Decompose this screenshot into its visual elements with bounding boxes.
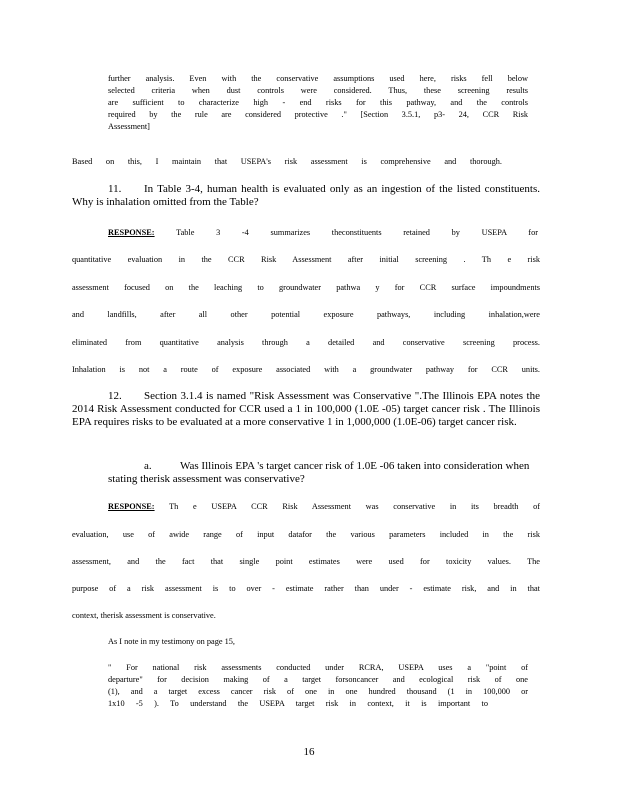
response-12a-line: purpose of a risk assessment is to over - estimate rather than under - estimate risk, and in that bbox=[72, 584, 540, 593]
page-number: 16 bbox=[303, 746, 315, 758]
response-11-line: assessment focused on the leaching to groundwater pathwa y for CCR surface impoundments bbox=[72, 283, 540, 292]
question-letter: a. bbox=[144, 460, 152, 472]
quote-line: are sufficient to characterize high - end risks for this pathway, and the controls bbox=[108, 98, 528, 107]
response-11-line: eliminated from quantitative analysis through a detailed and conservative screening process. bbox=[72, 338, 540, 347]
question-number: 11. bbox=[108, 183, 122, 195]
testimony-quote-line: 1x10 -5 ). To understand the USEPA target risk in context, it is important to bbox=[108, 699, 488, 708]
response-label: RESPONSE: bbox=[108, 228, 155, 237]
testimony-quote-line: departure" for decision making of a target forsoncancer and ecological risk of one bbox=[108, 675, 528, 684]
question-11 bbox=[72, 183, 540, 209]
question-number: 12. bbox=[108, 390, 122, 402]
question-12a bbox=[108, 460, 540, 486]
question-text: In Table 3-4, human health is evaluated only as an ingestion of the listed constituents. Why is inhalation omitted from the Table? bbox=[72, 183, 540, 208]
response-text: Table 3 -4 summarizes theconstituents retained by USEPA for bbox=[176, 228, 538, 237]
testimony-quote-line: (1), and a target excess cancer risk of one in one hundred thousand (1 in 100,000 or bbox=[108, 687, 528, 696]
testimony-intro: As I note in my testimony on page 15, bbox=[108, 637, 235, 646]
question-text: Section 3.1.4 is named "Risk Assessment was Conservative ".The Illinois EPA notes the 2014 Risk Assessment conducted for CCR used a 1 in 100,000 (1.0E -05) target cancer risk . The Illinois EPA requires risks to be evaluated at a more conservative 1 in 1,000,000 (1.0E-06) target cancer risk. bbox=[72, 390, 540, 428]
response-11-line: and landfills, after all other potential exposure pathways, including inhalation,were bbox=[72, 310, 540, 319]
response-11-line-first bbox=[108, 228, 538, 237]
quote-line: further analysis. Even with the conservative assumptions used here, risks fell below bbox=[108, 74, 528, 83]
response-12a-line: context, therisk assessment is conservative. bbox=[72, 611, 216, 620]
conclusion-text: Based on this, I maintain that USEPA's risk assessment is comprehensive and thorough. bbox=[72, 157, 502, 166]
response-12a-line: evaluation, use of awide range of input datafor the various parameters included in the risk bbox=[72, 530, 540, 539]
response-text: Th e USEPA CCR Risk Assessment was conservative in its breadth of bbox=[169, 502, 540, 511]
response-label: RESPONSE: bbox=[108, 502, 155, 511]
response-11-line: Inhalation is not a route of exposure associated with a groundwater pathway for CCR units. bbox=[72, 365, 540, 374]
quote-line: Assessment] bbox=[108, 122, 150, 131]
response-12a-line-first bbox=[108, 502, 540, 511]
testimony-quote-line: " For national risk assessments conducted under RCRA, USEPA uses a "point of bbox=[108, 663, 528, 672]
question-text: Was Illinois EPA 's target cancer risk of 1.0E -06 taken into consideration when stating therisk assessment was conservative? bbox=[108, 460, 530, 485]
quote-line: selected criteria when dust controls were considered. Thus, these screening results bbox=[108, 86, 528, 95]
quote-line: required by the rule are considered protective ." [Section 3.5.1, p3- 24, CCR Risk bbox=[108, 110, 528, 119]
response-11-line: quantitative evaluation in the CCR Risk Assessment after initial screening . Th e risk bbox=[72, 255, 540, 264]
question-12 bbox=[72, 390, 540, 429]
response-12a-line: assessment, and the fact that single point estimates were used for toxicity values. The bbox=[72, 557, 540, 566]
